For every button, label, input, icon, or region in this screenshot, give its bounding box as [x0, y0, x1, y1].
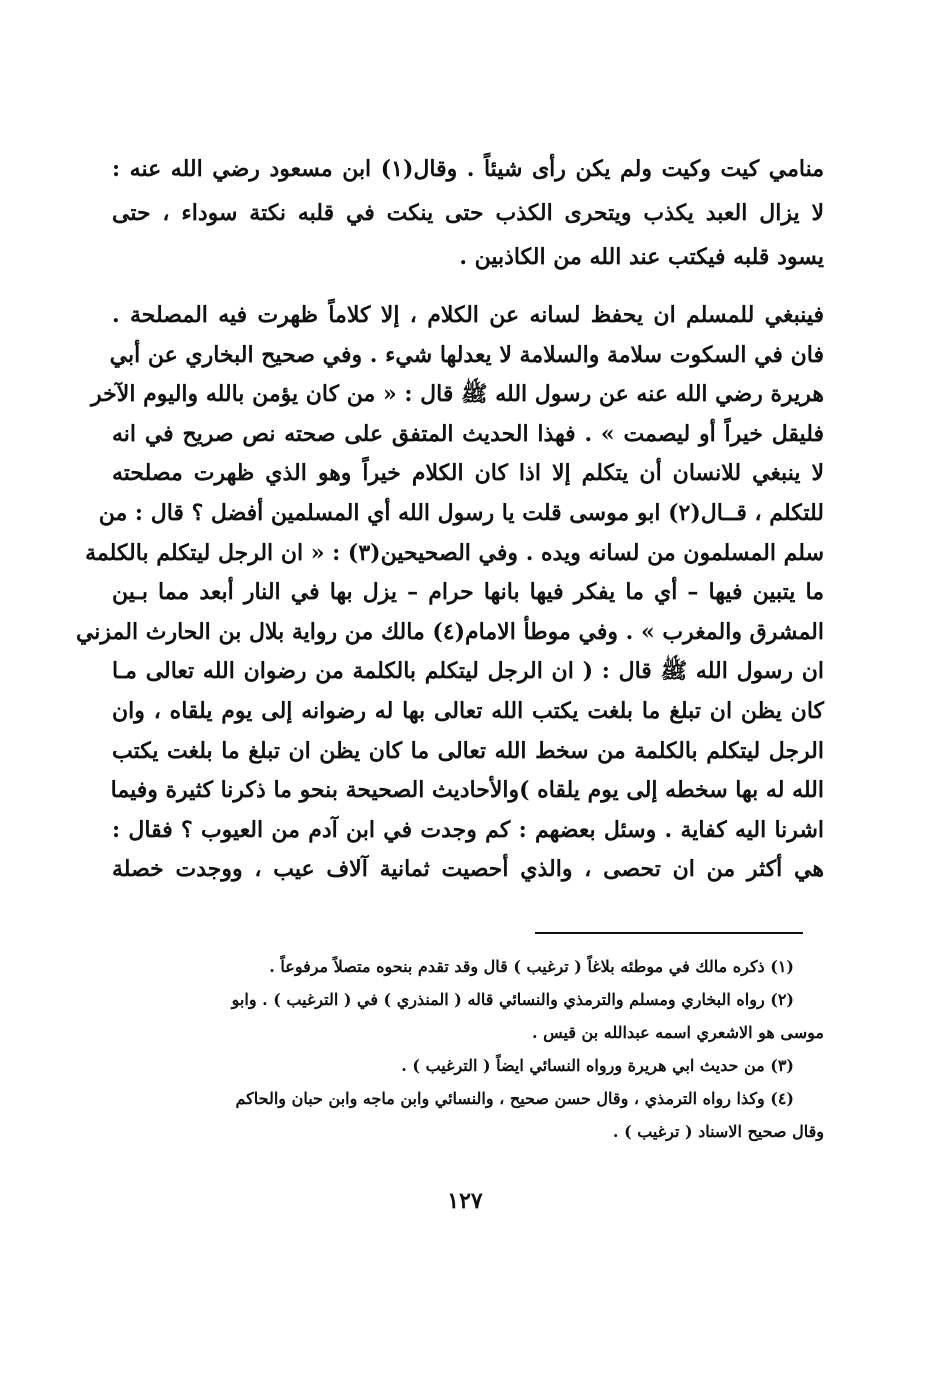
text-line: فان في السكوت سلامة والسلامة لا يعدلها شيء . وفي صحيح البخاري عن أبي	[109, 341, 824, 368]
footnote-line: موسى هو الاشعري اسمه عبدالله بن قيس .	[531, 1023, 824, 1042]
footnote-line: وقال صحيح الاسناد ( ترغيب ) .	[612, 1122, 824, 1141]
text-line: لا يزال العبد يكذب ويتحرى الكذب حتى ينكت في قلبه نكتة سوداء ، حتى	[112, 200, 824, 226]
text-line: اشرنا اليه كفاية . وسئل بعضهم : كم وجدت في ابن آدم من العيوب ؟ فقال :	[112, 816, 824, 843]
footnote-line: (١) ذكره مالك في موطئه بلاغاً ( ترغيب ) قال وقد تقدم بنحوه متصلاً مرفوعاً .	[269, 957, 794, 976]
footnote-line: (٢) رواه البخاري ومسلم والترمذي والنسائي قاله ( المنذري ) في ( الترغيب ) . وابو	[231, 990, 794, 1009]
footnote-2	[112, 983, 824, 1049]
text-line: فينبغي للمسلم ان يحفظ لسانه عن الكلام ، إلا كلاماً ظهرت فيه المصلحة .	[112, 302, 824, 328]
paragraph-2	[75, 296, 824, 890]
footnote-1	[112, 950, 824, 983]
text-line: الله له بها سخطه إلى يوم يلقاه )والأحاديث الصحيحة بنحو ما ذكرنا كثيرة وفيما	[110, 777, 824, 804]
paragraph-1	[112, 147, 824, 279]
text-line: هريرة رضي الله عنه عن رسول الله ﷺ قال : « من كان يؤمن بالله واليوم الآخر	[91, 381, 824, 408]
footnote-4	[112, 1082, 824, 1148]
text-line: منامي كيت وكيت ولم يكن رأى شيئاً . وقال(١) ابن مسعود رضي الله عنه :	[112, 156, 824, 182]
text-line: ان رسول الله ﷺ قال : ( ان الرجل ليتكلم بالكلمة من رضوان الله تعالى مـا	[112, 658, 824, 685]
footnote-line: (٣) من حديث ابي هريرة ورواه النسائي ايضاً ( الترغيب ) .	[401, 1056, 794, 1075]
text-line: كان يظن ان تبلغ ما بلغت يكتب الله تعالى بها له رضوانه إلى يوم يلقاه ، وان	[112, 697, 824, 724]
text-line: سلم المسلمون من لسانه ويده . وفي الصحيحين(٣) : « ان الرجل ليتكلم بالكلمة	[85, 539, 824, 566]
text-line: هي أكثر من ان تحصى ، والذي أحصيت ثمانية آلاف عيب ، ووجدت خصلة	[112, 856, 824, 883]
text-line: ما يتبين فيها – أي ما يفكر فيها بانها حرام – يزل بها في النار أبعد مما بـين	[112, 579, 824, 606]
text-line: يسود قلبه فيكتب عند الله من الكاذبين .	[459, 244, 824, 270]
text-line: فليقل خيراً أو ليصمت » . فهذا الحديث المتفق على صحته نص صريح في انه	[112, 420, 824, 447]
text-line: الرجل ليتكلم بالكلمة من سخط الله تعالى ما كان يظن ان تبلغ ما بلغت يكتب	[112, 737, 824, 764]
page-number: ١٢٧	[447, 1188, 483, 1214]
footnote-separator	[535, 932, 803, 934]
footnotes	[112, 950, 824, 1148]
text-line: المشرق والمغرب » . وفي موطأ الامام(٤) مالك من رواية بلال بن الحارث المزني	[75, 618, 824, 645]
text-line: لا ينبغي للانسان أن يتكلم إلا اذا كان الكلام خيراً وهو الذي ظهرت مصلحته	[112, 460, 824, 487]
text-line: للتكلم ، قــال(٢) ابو موسى قلت يا رسول الله أي المسلمين أفضل ؟ قال : من	[98, 499, 824, 526]
footnote-line: (٤) وكذا رواه الترمذي ، وقال حسن صحيح ، والنسائي وابن ماجه وابن حبان والحاكم	[235, 1089, 794, 1108]
footnote-3	[112, 1049, 824, 1082]
